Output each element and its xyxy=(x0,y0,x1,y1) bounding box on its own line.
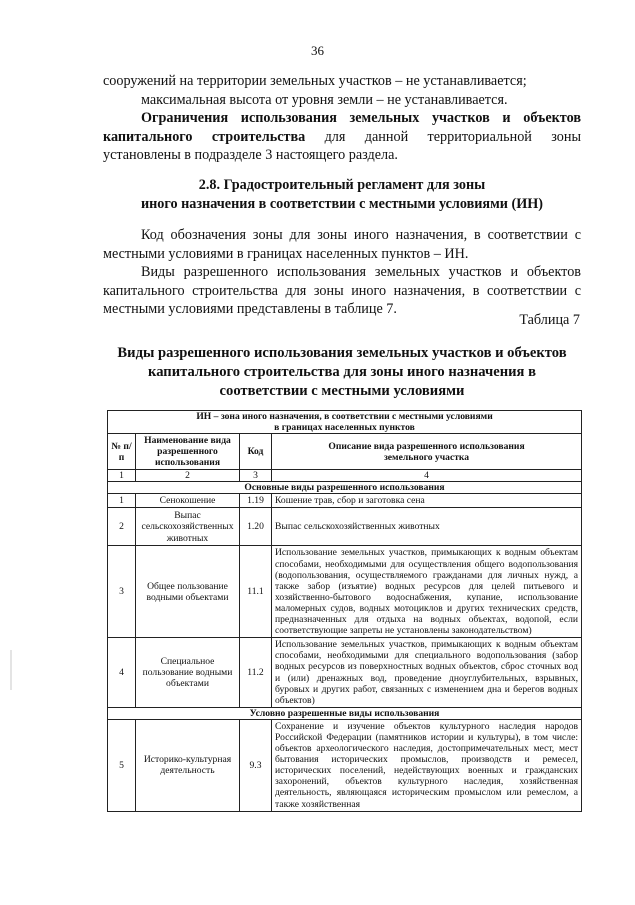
use-description: Выпас сельскохозяйственных животных xyxy=(272,508,582,546)
section-title-line-1: 2.8. Градостроительный регламент для зоны xyxy=(198,177,486,193)
use-description: Использование земельных участков, примыкающих к водным объектам способами, необходимыми для специального водопользования (забор водных ресурсов из поверхностных водных объектов, сброс сточных вод и (или) дренажных вод, проведение дноуглубительных, взрывных, буровых и других работ, связанных с изменением дна и берегов водных объектов) xyxy=(272,638,582,708)
column-number: 3 xyxy=(240,470,272,482)
column-header-code: Код xyxy=(240,434,272,470)
column-number-row xyxy=(108,470,582,482)
zone-header-line-2: в границах населенных пунктов xyxy=(274,422,415,434)
use-code: 11.1 xyxy=(240,546,272,638)
uses-table xyxy=(107,410,582,812)
conditional-uses-section-row xyxy=(108,707,582,719)
conditional-uses-section-label: Условно разрешенные виды использования xyxy=(108,707,582,719)
use-name: Историко-культурная деятельность xyxy=(136,719,240,811)
row-number: 3 xyxy=(108,546,136,638)
main-uses-section-label: Основные виды разрешенного использования xyxy=(108,482,582,494)
table-row xyxy=(108,508,582,546)
restrictions-bold-text: Ограничения использования земельных участков и объектов капитального строительства xyxy=(103,110,581,145)
scan-artifact xyxy=(10,650,12,690)
intro-line-1: сооружений на территории земельных участков – не устанавливается; xyxy=(103,73,527,89)
use-code: 9.3 xyxy=(240,719,272,811)
use-name: Общее пользование водными объектами xyxy=(136,546,240,638)
main-uses-section-row xyxy=(108,482,582,494)
row-number: 4 xyxy=(108,638,136,708)
table-label: Таблица 7 xyxy=(519,312,580,328)
use-description: Сохранение и изучение объектов культурного наследия народов Российской Федерации (памятников истории и культуры), в том числе: объектов археологического наследия, достопримечательных мест, мест бытования исторических промыслов, производств и ремесел, исторических поселений, недействующих военных и гражданских захоронений, объектов культурного наследия, хозяйственная деятельность, являющаяся историческим промыслом или ремеслом, а также хозяйственная xyxy=(272,719,582,811)
table-row xyxy=(108,546,582,638)
restrictions-rest-text: для данной территориальной зоны установлены в подразделе 3 настоящего раздела. xyxy=(103,128,581,163)
zone-code-paragraph: Код обозначения зоны для зоны иного назначения, в соответствии с местными условиями в границах населенных пунктов – ИН. xyxy=(103,227,581,262)
column-number: 2 xyxy=(136,470,240,482)
column-number: 1 xyxy=(108,470,136,482)
row-number: 5 xyxy=(108,719,136,811)
column-header-num: № п/п xyxy=(108,434,136,470)
zone-header-row xyxy=(108,411,582,434)
use-name: Выпас сельскохозяйственных животных xyxy=(136,508,240,546)
column-header-row xyxy=(108,434,582,470)
row-number: 2 xyxy=(108,508,136,546)
use-description: Кошение трав, сбор и заготовка сена xyxy=(272,494,582,508)
zone-header-cell xyxy=(108,411,582,434)
zone-header-line-1: ИН – зона иного назначения, в соответствии с местными условиями xyxy=(196,411,493,422)
table-title-line-1: Виды разрешенного использования земельных участков и объектов xyxy=(117,345,567,361)
section-text xyxy=(103,226,581,319)
use-name: Сенокошение xyxy=(136,494,240,508)
column-header-name: Наименование вида разрешенного использования xyxy=(136,434,240,470)
use-code: 11.2 xyxy=(240,638,272,708)
restrictions-paragraph xyxy=(103,109,581,165)
column-number: 4 xyxy=(272,470,582,482)
row-number: 1 xyxy=(108,494,136,508)
section-title xyxy=(103,176,581,213)
use-name: Специальное пользование водными объектами xyxy=(136,638,240,708)
use-code: 1.19 xyxy=(240,494,272,508)
table-row xyxy=(108,719,582,811)
uses-paragraph: Виды разрешенного использования земельных участков и объектов капитального строительства для зоны иного назначения, в соответствии с местными условиями представлены в таблице 7. xyxy=(103,264,581,317)
page-number: 36 xyxy=(311,43,324,58)
use-code: 1.20 xyxy=(240,508,272,546)
section-title-line-2: иного назначения в соответствии с местными условиями (ИН) xyxy=(140,195,544,212)
table-row xyxy=(108,638,582,708)
table-title-line-2: капитального строительства для зоны иного назначения в xyxy=(148,364,536,380)
table-title xyxy=(100,344,584,401)
intro-line-2: максимальная высота от уровня земли – не устанавливается. xyxy=(141,91,508,108)
table-title-line-3: соответствии с местными условиями xyxy=(219,383,465,399)
intro-text xyxy=(103,72,581,165)
use-description: Использование земельных участков, примыкающих к водным объектам способами, необходимыми для осуществления общего водопользования (водопользования, осуществляемого гражданами для личных нужд, а также забор (изъятие) водных ресурсов для целей питьевого и хозяйственно-бытового водоснабжения, купание, использование маломерных судов, водных мотоциклов и других технических средств, предназначенных для отдыха на водных объектах, водопой, если соответствующие запреты не установлены законодательством) xyxy=(272,546,582,638)
column-header-description: Описание вида разрешенного использования земельного участка xyxy=(272,434,582,470)
table-row xyxy=(108,494,582,508)
